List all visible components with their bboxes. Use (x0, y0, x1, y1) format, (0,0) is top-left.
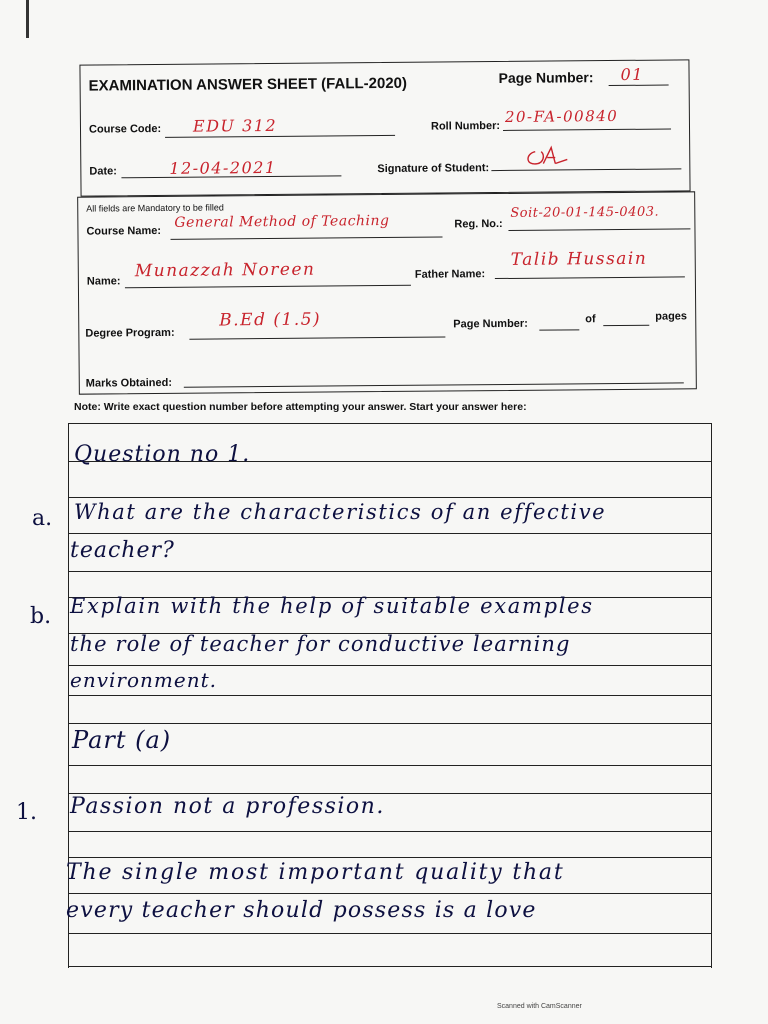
page-number-field-label: Page Number: (453, 317, 528, 331)
ruled-line (68, 831, 712, 832)
signature-label: Signature of Student: (377, 162, 490, 176)
ruled-line (68, 665, 712, 666)
father-name-label: Father Name: (414, 268, 486, 281)
of-label: of (585, 313, 596, 326)
reg-no-value: Soit-20-01-145-0403. (510, 204, 660, 221)
pages-label: pages (655, 310, 688, 323)
ruled-line (68, 497, 712, 498)
degree-program-label: Degree Program: (85, 326, 175, 340)
answer-margin-label: b. (30, 604, 52, 629)
exam-header-box (79, 59, 690, 196)
course-name-line (171, 237, 443, 240)
degree-program-line (189, 336, 445, 339)
instruction-note: Note: Write exact question number before attempting your answer. Start your answer here: (74, 401, 527, 413)
answer-line: every teacher should possess is a love (66, 898, 537, 923)
scanner-watermark: Scanned with CamScanner (497, 1003, 582, 1010)
course-code-label: Course Code: (88, 122, 162, 136)
answer-line: teacher? (70, 538, 175, 563)
name-value: Munazzah Noreen (134, 259, 316, 282)
page-number-value: 01 (620, 64, 644, 84)
ruled-line (68, 423, 712, 424)
answer-line: the role of teacher for conductive learning (70, 632, 571, 656)
ruled-line (68, 723, 712, 724)
total-pages-line (603, 325, 649, 326)
ruled-line (68, 571, 712, 572)
signature-line (491, 168, 681, 171)
father-name-value: Talib Hussain (510, 248, 648, 270)
answer-line: Part (a) (72, 726, 172, 754)
answer-margin-label: a. (32, 506, 53, 531)
course-name-value: General Method of Teaching (174, 212, 390, 231)
answer-line: Explain with the help of suitable examples (70, 594, 594, 618)
answer-line: Passion not a profession. (70, 794, 385, 819)
course-code-value: EDU 312 (192, 115, 278, 136)
degree-program-value: B.Ed (1.5) (219, 309, 322, 331)
reg-no-label: Reg. No.: (454, 217, 503, 231)
student-info-box (77, 191, 697, 394)
ruled-line (68, 857, 712, 858)
ruled-line (68, 765, 712, 766)
name-label: Name: (86, 275, 121, 288)
father-name-line (495, 276, 685, 279)
reg-no-line (508, 228, 690, 231)
page-number-label: Page Number: (498, 69, 594, 87)
date-value: 12-04-2021 (169, 157, 277, 178)
binder-mark (26, 0, 29, 38)
ruled-line (68, 966, 712, 967)
name-line (125, 285, 411, 288)
page-number-field-line (539, 329, 579, 330)
roll-number-value: 20-FA-00840 (504, 106, 619, 126)
course-name-label: Course Name: (86, 224, 162, 238)
page-number-line (609, 85, 669, 87)
student-signature-icon (521, 143, 571, 169)
roll-number-label: Roll Number: (430, 119, 501, 133)
marks-obtained-line (184, 382, 684, 387)
ruled-line (68, 533, 712, 534)
answer-line: Question no 1. (74, 442, 251, 467)
date-label: Date: (89, 165, 117, 178)
ruled-line (68, 893, 712, 894)
answer-margin-label: 1. (16, 800, 37, 825)
ruled-line (68, 695, 712, 696)
ruled-line (68, 933, 712, 934)
roll-number-line (503, 129, 671, 131)
marks-obtained-label: Marks Obtained: (85, 376, 173, 390)
mandatory-note: All fields are Mandatory to be filled (86, 202, 224, 214)
exam-title: EXAMINATION ANSWER SHEET (FALL-2020) (88, 74, 408, 95)
answer-line: What are the characteristics of an effective (74, 500, 607, 524)
answer-line: environment. (70, 668, 217, 692)
answer-line: The single most important quality that (66, 860, 565, 885)
